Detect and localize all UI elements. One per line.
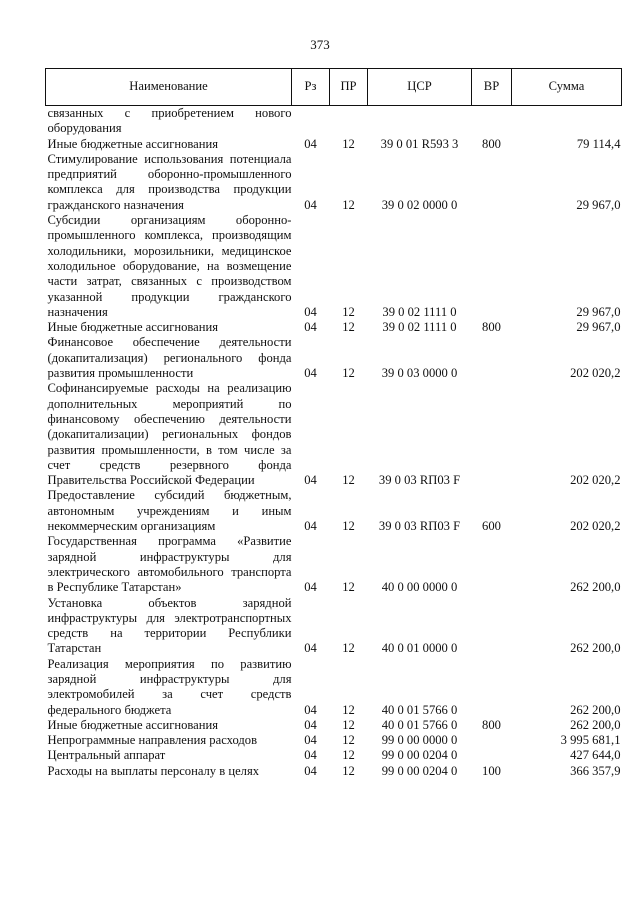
row-vr: [472, 733, 512, 748]
row-csr: 39 0 01 R593 3: [380, 136, 459, 151]
row-vr: [472, 381, 512, 488]
row-vr: [472, 213, 512, 320]
budget-table: [45, 68, 622, 779]
row-rz: 04: [304, 733, 317, 748]
row-rz: 04: [304, 304, 317, 319]
table-row: [46, 764, 622, 779]
row-sum: 427 644,0: [570, 748, 621, 763]
row-csr: 40 0 01 5766 0: [381, 717, 458, 732]
row-pr: [330, 106, 368, 137]
row-vr: 800: [482, 717, 501, 732]
row-name: Иные бюджетные ассигнования: [47, 136, 219, 151]
row-sum: 202 020,2: [570, 519, 621, 534]
table-row: [46, 534, 622, 595]
row-sum: 29 967,0: [576, 197, 621, 212]
row-pr: 12: [342, 304, 355, 319]
header-name: Наименование: [46, 69, 292, 106]
row-rz: 04: [304, 136, 317, 151]
row-name: Субсидии организациям оборонно-промышленного комплекса, производящим холодильники, морозильники, медицинское холодильное оборудование, на возмещение части затрат, связанных с производством указанной продукции гражданского назначения: [47, 213, 292, 319]
row-vr: 800: [482, 320, 501, 335]
row-name: Иные бюджетные ассигнования: [47, 717, 219, 732]
row-name: Непрограммные направления расходов: [47, 733, 258, 748]
row-name: Софинансируемые расходы на реализацию дополнительных мероприятий по финансовому обеспечению деятельности (докапитализации) региональных фондов развития промышленности, в том числе за счет средств резервного фонда Правительства Российской Федерации: [47, 381, 292, 488]
table-header: [46, 69, 622, 106]
row-sum: [512, 106, 622, 137]
table-row: [46, 657, 622, 718]
row-csr: 40 0 01 5766 0: [381, 702, 458, 717]
row-pr: 12: [342, 320, 355, 335]
row-csr: 99 0 00 0204 0: [381, 763, 458, 778]
table-row: [46, 137, 622, 152]
row-pr: 12: [342, 197, 355, 212]
row-pr: 12: [342, 641, 355, 656]
row-rz: 04: [304, 320, 317, 335]
row-vr: 100: [482, 763, 501, 778]
row-vr: 600: [482, 519, 501, 534]
row-rz: 04: [304, 748, 317, 763]
row-name: связанных с приобретением нового оборудования: [47, 106, 292, 136]
row-sum: 29 967,0: [576, 304, 621, 319]
header-csr: ЦСР: [368, 69, 472, 106]
row-name: Финансовое обеспечение деятельности (докапитализация) регионального фонда развития промышленности: [47, 335, 292, 381]
row-csr: 39 0 02 1111 0: [382, 304, 457, 319]
row-vr: [472, 335, 512, 381]
table-row: [46, 718, 622, 733]
row-sum: 262 200,0: [570, 641, 621, 656]
row-name: Реализация мероприятия по развитию зарядной инфраструктуры для электромобилей за счет средств федерального бюджета: [47, 656, 292, 717]
row-name: Государственная программа «Развитие зарядной инфраструктуры для электрического автомобильного транспорта в Республике Татарстан»: [47, 534, 292, 595]
row-csr: 39 0 03 0000 0: [381, 366, 458, 381]
row-pr: 12: [342, 717, 355, 732]
row-name: Расходы на выплаты персоналу в целях: [47, 763, 260, 778]
row-csr: 99 0 00 0204 0: [381, 748, 458, 763]
row-rz: 04: [304, 717, 317, 732]
table-row: [46, 748, 622, 763]
row-csr: 39 0 03 RП03 F: [378, 473, 461, 488]
row-rz: 04: [304, 641, 317, 656]
row-vr: [472, 657, 512, 718]
row-sum: 366 357,9: [570, 763, 621, 778]
table-row: [46, 381, 622, 488]
row-sum: 29 967,0: [576, 320, 621, 335]
row-pr: 12: [342, 580, 355, 595]
table-row: [46, 106, 622, 137]
row-csr: 39 0 02 1111 0: [382, 320, 457, 335]
row-sum: 3 995 681,1: [560, 733, 621, 748]
row-vr: [472, 106, 512, 137]
row-rz: 04: [304, 366, 317, 381]
row-vr: [472, 152, 512, 213]
row-rz: 04: [304, 763, 317, 778]
row-vr: 800: [482, 136, 501, 151]
row-vr: [472, 748, 512, 763]
header-vr: ВР: [472, 69, 512, 106]
row-sum: 262 200,0: [570, 702, 621, 717]
table-row: [46, 152, 622, 213]
row-sum: 202 020,2: [570, 473, 621, 488]
row-pr: 12: [342, 702, 355, 717]
row-name: Стимулирование использования потенциала предприятий оборонно-промышленного комплекса для производства продукции гражданского назначения: [47, 151, 292, 212]
row-csr: 40 0 01 0000 0: [381, 641, 458, 656]
row-pr: 12: [342, 763, 355, 778]
row-sum: 79 114,4: [576, 136, 621, 151]
row-pr: 12: [342, 519, 355, 534]
row-sum: 262 200,0: [570, 580, 621, 595]
header-rz: Рз: [292, 69, 330, 106]
row-rz: 04: [304, 473, 317, 488]
row-rz: 04: [304, 580, 317, 595]
table-row: [46, 320, 622, 335]
row-csr: 39 0 03 RП03 F: [378, 519, 461, 534]
row-vr: [472, 534, 512, 595]
row-rz: 04: [304, 197, 317, 212]
row-pr: 12: [342, 136, 355, 151]
row-csr: 99 0 00 0000 0: [381, 733, 458, 748]
table-row: [46, 596, 622, 657]
row-name: Центральный аппарат: [47, 748, 166, 763]
header-pr: ПР: [330, 69, 368, 106]
row-pr: 12: [342, 366, 355, 381]
table-row: [46, 335, 622, 381]
row-sum: 262 200,0: [570, 717, 621, 732]
row-csr: 40 0 00 0000 0: [381, 580, 458, 595]
row-vr: [472, 596, 512, 657]
row-pr: 12: [342, 748, 355, 763]
row-name: Иные бюджетные ассигнования: [47, 320, 219, 335]
table-row: [46, 733, 622, 748]
row-pr: 12: [342, 473, 355, 488]
header-sum: Сумма: [512, 69, 622, 106]
row-rz: [292, 106, 330, 137]
table-row: [46, 213, 622, 320]
row-rz: 04: [304, 519, 317, 534]
row-rz: 04: [304, 702, 317, 717]
row-pr: 12: [342, 733, 355, 748]
row-sum: 202 020,2: [570, 366, 621, 381]
page-number: 373: [310, 37, 330, 52]
row-name: Установка объектов зарядной инфраструктуры для электротранспортных средств на территории Республики Татарстан: [47, 595, 292, 656]
table-body: [46, 106, 622, 780]
row-csr: 39 0 02 0000 0: [381, 197, 458, 212]
table-row: [46, 488, 622, 534]
row-csr: [368, 106, 472, 137]
row-name: Предоставление субсидий бюджетным, автономным учреждениям и иным некоммерческим организациям: [47, 488, 292, 534]
